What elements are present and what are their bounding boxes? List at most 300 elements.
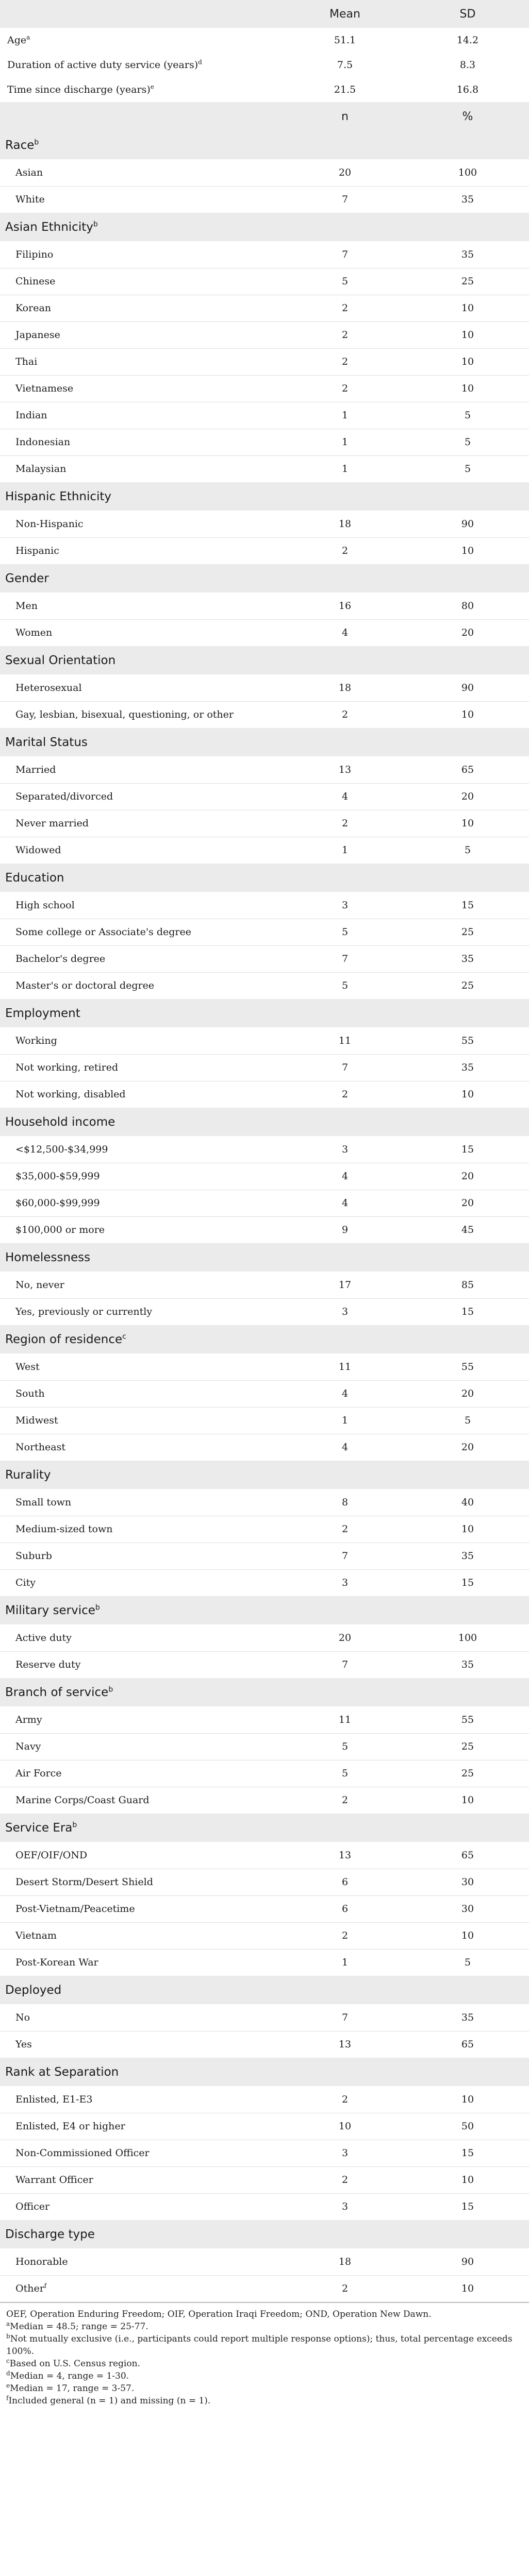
percent-value: 35	[461, 1659, 474, 1671]
count-value: 7	[284, 241, 406, 268]
count-value: 2	[284, 810, 406, 837]
row-label: Yes	[15, 2039, 32, 2050]
count-value: 2	[284, 2166, 406, 2193]
table-row	[0, 1922, 529, 1949]
row-label: Asian	[15, 166, 43, 178]
count-value: 13	[284, 756, 406, 783]
table-row	[0, 2086, 529, 2113]
percent-value: 10	[406, 1922, 529, 1949]
row-label: Non-Hispanic	[15, 518, 84, 530]
table-header-row	[0, 0, 529, 28]
section-header	[0, 728, 529, 756]
row-label: Age	[7, 35, 27, 46]
footnote-marker: c	[122, 1332, 126, 1341]
row-label: Marine Corps/Coast Guard	[15, 1794, 150, 1806]
percent-value: 10	[406, 348, 529, 375]
percent-value: 65	[461, 2039, 474, 2050]
row-label: Thai	[15, 356, 38, 367]
row-label: Warrant Officer	[15, 2174, 93, 2185]
table-row	[0, 1949, 529, 1976]
sd-value: 8.3	[459, 59, 476, 71]
table-row	[0, 919, 529, 945]
percent-value: 15	[406, 892, 529, 919]
count-value: 18	[284, 2248, 406, 2275]
row-label: Never married	[15, 818, 89, 829]
section-header	[0, 863, 529, 892]
footnote-marker: d	[198, 58, 202, 66]
count-value: 6	[284, 1895, 406, 1922]
footnote	[6, 2320, 523, 2333]
table-row	[0, 837, 529, 863]
row-label: Working	[15, 1035, 57, 1046]
count-value: 13	[338, 2039, 352, 2050]
section-title: Household income	[5, 1115, 115, 1129]
footnote-marker: b	[95, 1603, 100, 1612]
count-value: 4	[284, 783, 406, 810]
percent-value: 10	[406, 810, 529, 837]
row-label: City	[15, 1577, 36, 1589]
row-label: South	[15, 1388, 45, 1399]
row-label: Indonesian	[15, 436, 71, 448]
percent-value: 55	[406, 1027, 529, 1054]
table-row	[0, 783, 529, 810]
section-title: Discharge type	[5, 2227, 95, 2241]
count-value: 2	[341, 709, 349, 721]
table-row	[0, 1407, 529, 1434]
section-title: Military service	[5, 1603, 95, 1617]
percent-value: 10	[406, 1516, 529, 1543]
footnote-text: Not mutually exclusive (i.e., participants could report multiple response options); thus, total percentage exceeds 100%.	[6, 2334, 513, 2357]
table-row	[0, 2031, 529, 2058]
row-label: Post-Korean War	[15, 1957, 98, 1969]
percent-value: 5	[464, 844, 471, 856]
table-row	[0, 756, 529, 783]
percent-value: 5	[406, 429, 529, 455]
section-header	[0, 999, 529, 1027]
section-title: Sexual Orientation	[5, 653, 116, 667]
count-value: 3	[341, 1577, 349, 1589]
table-row	[0, 701, 529, 728]
percent-value: 20	[406, 783, 529, 810]
percent-value: 25	[406, 268, 529, 295]
row-label: Malaysian	[15, 463, 67, 475]
table-row	[0, 1163, 529, 1190]
section-header	[0, 1461, 529, 1489]
count-value: 11	[284, 1353, 406, 1380]
percent-value: 15	[461, 1577, 474, 1589]
row-label: Chinese	[15, 276, 56, 287]
count-value: 5	[284, 919, 406, 945]
section-header	[0, 1678, 529, 1706]
table-row	[0, 1216, 529, 1243]
count-value: 10	[284, 2113, 406, 2140]
percent-value: 10	[461, 2283, 474, 2295]
count-value: 3	[341, 1306, 349, 1318]
mean-value: 21.5	[334, 84, 356, 95]
table-row	[0, 1569, 529, 1596]
count-value: 4	[284, 1190, 406, 1216]
percent-value: 65	[406, 756, 529, 783]
footnote	[6, 2382, 523, 2395]
row-label: Desert Storm/Desert Shield	[15, 1876, 153, 1888]
percent-value: 50	[406, 2113, 529, 2140]
percent-value: 5	[464, 1957, 471, 1969]
header-mean: Mean	[284, 0, 406, 28]
footnote	[6, 2358, 523, 2370]
percent-value: 15	[461, 2201, 474, 2213]
table-row	[0, 972, 529, 999]
count-value: 1	[341, 1957, 349, 1969]
count-value: 2	[284, 321, 406, 348]
count-value: 17	[284, 1272, 406, 1298]
count-value: 2	[284, 1922, 406, 1949]
table-row	[0, 1489, 529, 1516]
table-row	[0, 1272, 529, 1298]
row-label: Japanese	[15, 329, 60, 341]
count-value: 5	[284, 1760, 406, 1787]
section-header	[0, 2058, 529, 2086]
table-row	[0, 159, 529, 186]
sd-value: 14.2	[456, 35, 479, 46]
count-value: 11	[284, 1706, 406, 1733]
row-label: Korean	[15, 302, 52, 314]
section-title: Employment	[5, 1006, 80, 1020]
section-title: Asian Ethnicity	[5, 220, 93, 234]
section-title: Service Era	[5, 1821, 73, 1835]
count-value: 4	[341, 627, 349, 639]
count-value: 2	[341, 545, 349, 557]
table-row	[0, 2113, 529, 2140]
percent-value: 20	[406, 1380, 529, 1407]
count-header-pct: %	[406, 102, 529, 131]
footnote-marker: a	[26, 33, 30, 41]
percent-value: 10	[406, 2166, 529, 2193]
continuous-variables	[0, 28, 529, 131]
row-label: High school	[15, 899, 75, 911]
row-label: Vietnam	[15, 1930, 57, 1941]
footnote-text: OEF, Operation Enduring Freedom; OIF, Operation Iraqi Freedom; OND, Operation New Dawn.	[6, 2309, 432, 2319]
footnote-marker: f	[6, 2394, 9, 2402]
percent-value: 65	[406, 1842, 529, 1869]
percent-value: 55	[406, 1706, 529, 1733]
row-label: $100,000 or more	[15, 1224, 105, 1236]
table-row	[0, 321, 529, 348]
categorical-variables	[0, 131, 529, 2302]
percent-value: 10	[406, 295, 529, 321]
row-label: Widowed	[15, 844, 61, 856]
table-row	[0, 429, 529, 455]
row-label: Army	[15, 1714, 42, 1725]
table-row	[0, 1842, 529, 1869]
percent-value: 25	[406, 919, 529, 945]
table-row	[0, 1787, 529, 1814]
count-value: 11	[284, 1027, 406, 1054]
row-label: Separated/divorced	[15, 791, 113, 802]
count-value: 5	[284, 1733, 406, 1760]
table-row	[0, 1353, 529, 1380]
count-value: 2	[341, 2283, 349, 2295]
percent-value: 25	[406, 1733, 529, 1760]
table-row	[0, 1624, 529, 1651]
table-row	[0, 1081, 529, 1108]
table-row	[0, 2275, 529, 2302]
table-row	[0, 945, 529, 972]
section-header	[0, 1108, 529, 1136]
count-value: 16	[284, 592, 406, 619]
mean-value: 51.1	[334, 35, 356, 46]
row-label: West	[15, 1361, 40, 1372]
count-value: 2	[284, 375, 406, 402]
section-header	[0, 482, 529, 511]
table-row	[0, 674, 529, 701]
count-value: 7	[341, 1659, 349, 1671]
table-row	[0, 2004, 529, 2031]
row-label: Other	[15, 2283, 44, 2295]
row-label: Enlisted, E4 or higher	[15, 2121, 125, 2132]
count-value: 5	[284, 268, 406, 295]
percent-value: 25	[406, 1760, 529, 1787]
count-value: 9	[341, 1224, 349, 1236]
table-row	[0, 1054, 529, 1081]
footnote-marker: f	[44, 2282, 47, 2290]
row-label: Post-Vietnam/Peacetime	[15, 1903, 135, 1914]
row-label: Enlisted, E1-E3	[15, 2093, 93, 2105]
row-label: Filipino	[15, 248, 54, 260]
section-title: Marital Status	[5, 735, 88, 749]
section-title: Homelessness	[5, 1250, 91, 1264]
percent-value: 25	[461, 980, 474, 992]
table-row	[0, 810, 529, 837]
section-title: Hispanic Ethnicity	[5, 489, 112, 503]
percent-value: 80	[406, 592, 529, 619]
section-header	[0, 1814, 529, 1842]
table-row	[0, 892, 529, 919]
count-value: 1	[284, 429, 406, 455]
count-value: 2	[284, 2086, 406, 2113]
percent-value: 10	[406, 2086, 529, 2113]
section-header	[0, 2220, 529, 2248]
count-value: 8	[284, 1489, 406, 1516]
table-row	[0, 2166, 529, 2193]
percent-value: 10	[461, 709, 474, 721]
row-label: Air Force	[15, 1768, 62, 1779]
row-label: <$12,500-$34,999	[15, 1143, 108, 1155]
header-sd: SD	[406, 0, 529, 28]
row-label: Women	[15, 627, 53, 639]
table-row	[0, 1190, 529, 1216]
count-value: 2	[284, 348, 406, 375]
row-label: Medium-sized town	[15, 1523, 113, 1535]
section-title: Rank at Separation	[5, 2065, 119, 2079]
section-title: Education	[5, 871, 64, 885]
section-header	[0, 213, 529, 241]
percent-value: 35	[406, 1543, 529, 1569]
percent-value: 10	[406, 321, 529, 348]
count-value: 4	[284, 1163, 406, 1190]
percent-value: 15	[406, 2140, 529, 2166]
percent-value: 35	[406, 241, 529, 268]
footnote-text: Median = 48.5; range = 25-77.	[10, 2321, 148, 2332]
row-label: $35,000-$59,999	[15, 1171, 100, 1182]
percent-value: 90	[406, 674, 529, 701]
table-row	[0, 402, 529, 429]
table-row	[0, 77, 529, 102]
row-label: Northeast	[15, 1442, 65, 1453]
footnote	[6, 2308, 523, 2320]
row-label: Suburb	[15, 1550, 52, 1562]
percent-value: 30	[406, 1895, 529, 1922]
table-row	[0, 1516, 529, 1543]
row-label: Yes, previously or currently	[15, 1306, 153, 1318]
table-row	[0, 268, 529, 295]
count-value: 4	[341, 1442, 349, 1453]
table-footnotes	[0, 2302, 529, 2407]
percent-value: 10	[461, 1794, 474, 1806]
table-row	[0, 1136, 529, 1163]
section-header	[0, 646, 529, 674]
percent-value: 45	[461, 1224, 474, 1236]
table-row	[0, 1298, 529, 1325]
count-value: 20	[284, 159, 406, 186]
row-label: Bachelor's degree	[15, 953, 106, 964]
table-row	[0, 2193, 529, 2220]
row-label: Officer	[15, 2201, 50, 2213]
percent-value: 10	[461, 545, 474, 557]
row-label: Small town	[15, 1496, 72, 1508]
section-header	[0, 131, 529, 159]
percent-value: 35	[406, 2004, 529, 2031]
row-label: Some college or Associate's degree	[15, 926, 191, 938]
table-row	[0, 1869, 529, 1895]
percent-value: 35	[406, 1054, 529, 1081]
count-value: 2	[284, 1516, 406, 1543]
count-value: 1	[341, 844, 349, 856]
row-label: Vietnamese	[15, 383, 74, 394]
row-label: OEF/OIF/OND	[15, 1849, 88, 1861]
sd-value: 16.8	[456, 84, 479, 95]
section-title: Race	[5, 138, 35, 152]
table-row	[0, 1027, 529, 1054]
count-header-row	[0, 102, 529, 131]
percent-value: 35	[461, 194, 474, 206]
section-title: Gender	[5, 571, 49, 585]
table-row	[0, 619, 529, 646]
row-label: Midwest	[15, 1415, 58, 1426]
row-label: Honorable	[15, 2256, 68, 2267]
footnote-marker: b	[108, 1685, 113, 1693]
percent-value: 20	[461, 627, 474, 639]
count-header-blank	[0, 102, 284, 131]
table-row	[0, 2140, 529, 2166]
percent-value: 30	[406, 1869, 529, 1895]
row-label: Gay, lesbian, bisexual, questioning, or other	[15, 709, 234, 721]
percent-value: 20	[461, 1442, 474, 1453]
percent-value: 85	[406, 1272, 529, 1298]
section-header	[0, 1325, 529, 1353]
percent-value: 5	[406, 402, 529, 429]
section-header	[0, 564, 529, 592]
table-row	[0, 241, 529, 268]
count-value: 20	[284, 1624, 406, 1651]
table-row	[0, 375, 529, 402]
percent-value: 35	[406, 945, 529, 972]
percent-value: 20	[406, 1163, 529, 1190]
header-blank	[0, 0, 284, 28]
footnote	[6, 2395, 523, 2407]
percent-value: 5	[406, 1407, 529, 1434]
mean-value: 7.5	[337, 59, 353, 71]
count-value: 3	[284, 1136, 406, 1163]
row-label: Not working, disabled	[15, 1089, 126, 1100]
percent-value: 20	[406, 1190, 529, 1216]
row-label: Reserve duty	[15, 1659, 81, 1671]
footnote-marker: b	[34, 138, 39, 146]
count-value: 7	[284, 1054, 406, 1081]
count-value: 7	[284, 945, 406, 972]
footnote-marker: b	[72, 1820, 77, 1829]
section-title: Rurality	[5, 1468, 51, 1482]
table-row	[0, 1543, 529, 1569]
row-label: $60,000-$99,999	[15, 1197, 100, 1209]
footnote-text: Median = 4, range = 1-30.	[10, 2371, 129, 2381]
section-header	[0, 1243, 529, 1272]
row-label: Master's or doctoral degree	[15, 980, 155, 992]
count-value: 1	[341, 463, 349, 475]
percent-value: 100	[406, 1624, 529, 1651]
count-value: 2	[284, 295, 406, 321]
row-label: Men	[15, 600, 38, 612]
footnote-marker: d	[6, 2369, 10, 2377]
table-row	[0, 1760, 529, 1787]
row-label: No	[15, 2011, 30, 2023]
percent-value: 15	[461, 1306, 474, 1318]
percent-value: 100	[406, 159, 529, 186]
footnote-text: Based on U.S. Census region.	[9, 2359, 140, 2369]
footnote-marker: a	[6, 2320, 10, 2328]
count-value: 7	[284, 1543, 406, 1569]
count-value: 13	[284, 1842, 406, 1869]
row-label: Duration of active duty service (years)	[7, 59, 199, 71]
table-row	[0, 2248, 529, 2275]
count-value: 7	[341, 194, 349, 206]
count-value: 2	[341, 1794, 349, 1806]
footnote-text: Median = 17, range = 3-57.	[10, 2383, 135, 2394]
table-row	[0, 1434, 529, 1461]
table-row	[0, 511, 529, 537]
count-value: 3	[284, 2140, 406, 2166]
count-value: 5	[341, 980, 349, 992]
count-value: 18	[284, 674, 406, 701]
count-value: 4	[284, 1380, 406, 1407]
section-header	[0, 1976, 529, 2004]
count-value: 2	[341, 1089, 349, 1100]
table-row	[0, 28, 529, 53]
count-value: 7	[284, 2004, 406, 2031]
count-value: 1	[284, 1407, 406, 1434]
table-row	[0, 1733, 529, 1760]
table-row	[0, 295, 529, 321]
row-label: Navy	[15, 1741, 41, 1752]
row-label: Heterosexual	[15, 682, 82, 693]
row-label: Not working, retired	[15, 1062, 119, 1073]
table-row	[0, 53, 529, 77]
row-label: White	[15, 194, 45, 206]
section-title: Deployed	[5, 1983, 62, 1997]
table-row	[0, 537, 529, 564]
row-label: Hispanic	[15, 545, 59, 557]
table-row	[0, 1895, 529, 1922]
footnote	[6, 2370, 523, 2382]
